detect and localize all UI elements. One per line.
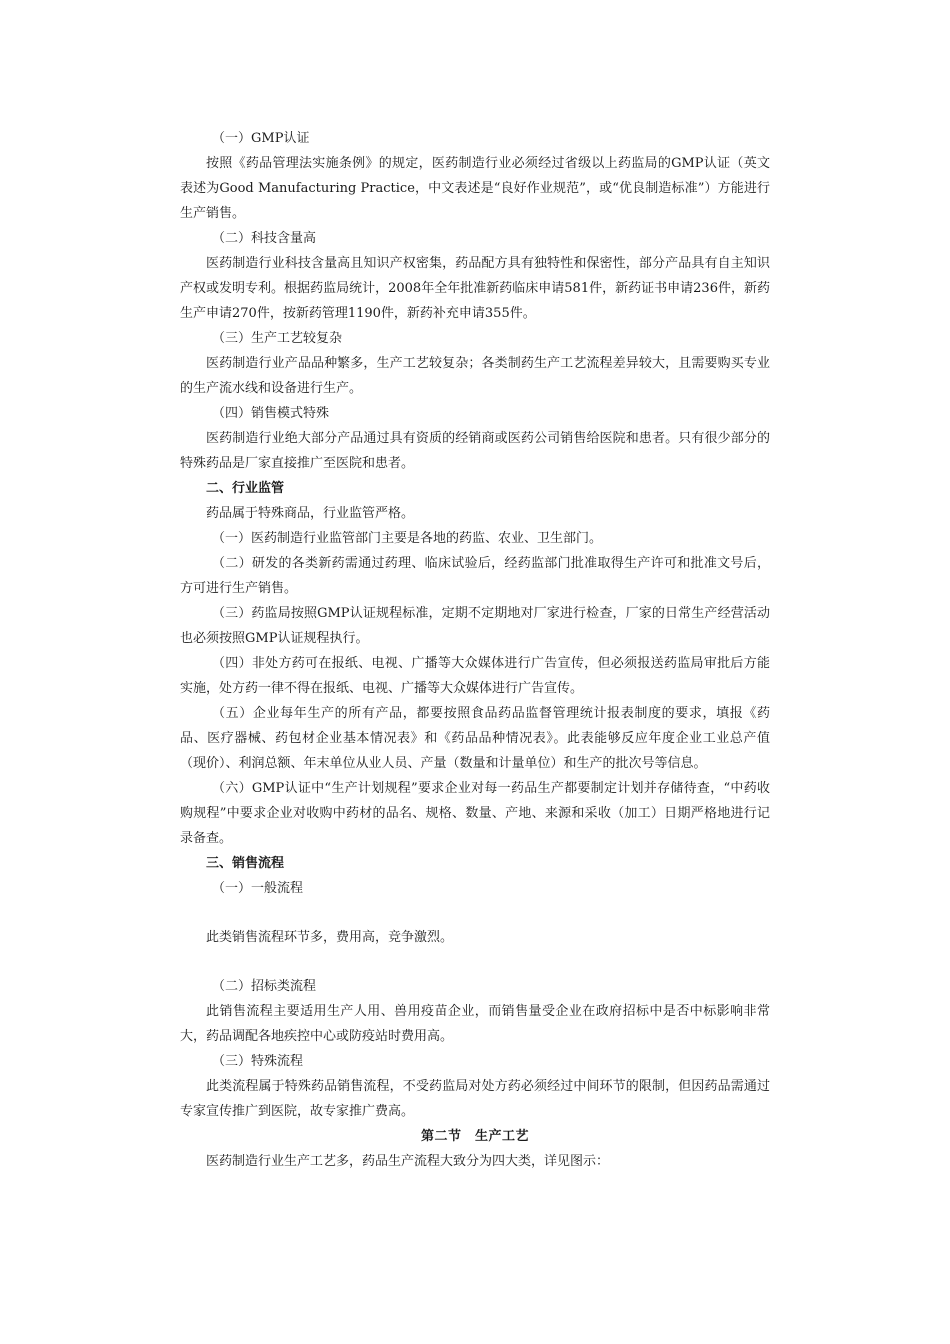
heading-special-flow: （三）特殊流程 [212,1054,304,1069]
flowchart-placeholder-gap [180,901,770,925]
regulation-item-2: （二）研发的各类新药需通过药理、临床试验后，经药监部门批准取得生产许可和批准文号后，方可进行生产销售。 [180,556,770,596]
heading-special-sales-mode: （四）销售模式特殊 [212,406,330,421]
regulation-item-1: （一）医药制造行业监管部门主要是各地的药监、农业、卫生部门。 [212,531,603,546]
paragraph-production-process: 医药制造行业生产工艺多，药品生产流程大致分为四大类，详见图示： [206,1154,610,1169]
paragraph-special-flow: 此类流程属于特殊药品销售流程，不受药监局对处方药必须经过中间环节的限制，但因药品需通过专家宣传推广到医院，故专家推广费高。 [180,1079,770,1119]
paragraph-special-sales-mode: 医药制造行业绝大部分产品通过具有资质的经销商或医药公司销售给医院和患者。只有很少部分的特殊药品是厂家直接推广至医院和患者。 [180,431,770,471]
document-body [180,126,770,1174]
heading-sales-flow: 三、销售流程 [206,856,285,871]
section-title-production-process: 第二节 生产工艺 [420,1129,529,1144]
heading-industry-regulation: 二、行业监管 [206,481,285,496]
regulation-item-3: （三）药监局按照GMP认证规程标准，定期不定期地对厂家进行检查，厂家的日常生产经营活动也必须按照GMP认证规程执行。 [180,606,770,646]
heading-complex-process: （三）生产工艺较复杂 [212,331,343,346]
heading-general-flow: （一）一般流程 [212,881,304,896]
paragraph-general-flow: 此类销售流程环节多，费用高，竞争激烈。 [206,930,454,945]
paragraph-high-tech-content: 医药制造行业科技含量高且知识产权密集，药品配方具有独特性和保密性，部分产品具有自主知识产权或发明专利。根据药监局统计，2008年全年批准新药临床申请581件，新药证书申请236件，新药生产申请270件，按新药管理1190件，新药补充申请355件。 [180,256,770,321]
heading-gmp-certification: （一）GMP认证 [212,131,310,146]
paragraph-complex-process: 医药制造行业产品品种繁多，生产工艺较复杂；各类制药生产工艺流程差异较大，且需要购买专业的生产流水线和设备进行生产。 [180,356,770,396]
heading-bidding-flow: （二）招标类流程 [212,979,317,994]
flowchart-placeholder-gap-2 [180,950,770,974]
regulation-item-4: （四）非处方药可在报纸、电视、广播等大众媒体进行广告宣传，但必须报送药监局审批后方能实施，处方药一律不得在报纸、电视、广播等大众媒体进行广告宣传。 [180,656,770,696]
heading-high-tech-content: （二）科技含量高 [212,231,317,246]
regulation-item-6: （六）GMP认证中“生产计划规程”要求企业对每一药品生产都要制定计划并存储待查，“中药收购规程”中要求企业对收购中药材的品名、规格、数量、产地、来源和采收（加工）日期严格地进行记录备查。 [180,781,770,846]
paragraph-bidding-flow: 此销售流程主要适用生产人用、兽用疫苗企业，而销售量受企业在政府招标中是否中标影响非常大，药品调配各地疾控中心或防疫站时费用高。 [180,1004,770,1044]
paragraph-gmp-certification: 按照《药品管理法实施条例》的规定，医药制造行业必须经过省级以上药监局的GMP认证（英文表述为Good Manufacturing Practice，中文表述是“良好作业规范”，或“优良制造标准”）方能进行生产销售。 [180,156,770,221]
paragraph-industry-regulation: 药品属于特殊商品，行业监管严格。 [206,506,415,521]
regulation-item-5: （五）企业每年生产的所有产品，都要按照食品药品监督管理统计报表制度的要求，填报《药品、医疗器械、药包材企业基本情况表》和《药品品种情况表》。此表能够反应年度企业工业总产值（现价）、利润总额、年末单位从业人员、产量（数量和计量单位）和生产的批次号等信息。 [180,706,770,771]
